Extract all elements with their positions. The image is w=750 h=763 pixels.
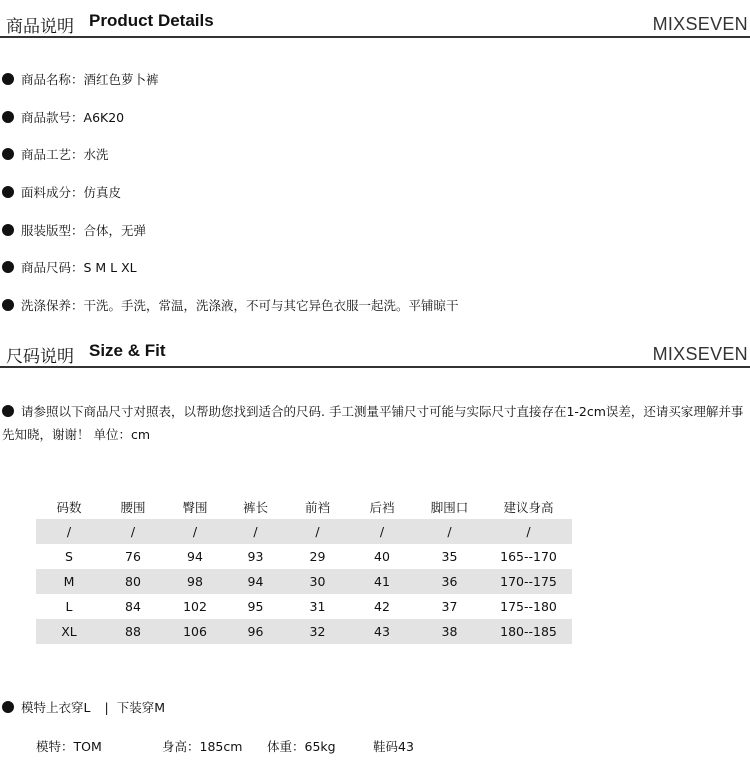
table-cell: 37 (441, 599, 458, 614)
table-header-cell: 后裆 (369, 499, 395, 515)
table-cell: 42 (374, 599, 390, 614)
detail-value: 干洗。手洗，常温，洗涤液，不可与其它异色衣服一起洗。平铺晾干 (83, 298, 459, 313)
product-details-header (0, 0, 750, 38)
model-fit-line (2, 698, 165, 716)
table-cell: 40 (374, 549, 390, 564)
model-bottom-size: 下装穿M (116, 700, 165, 715)
table-header-cell: 臀围 (182, 499, 208, 515)
brand-logo: MIXSEVEN (652, 344, 748, 364)
detail-item-sizes (2, 258, 137, 278)
detail-label: 商品工艺： (21, 147, 84, 162)
table-header-cell: 腰围 (120, 499, 146, 515)
size-fit-title-cn: 尺码说明 (6, 347, 74, 367)
size-table (36, 494, 572, 644)
bullet-icon (2, 261, 14, 273)
table-header-cell: 建议身高 (503, 499, 554, 515)
detail-value: S M L XL (83, 260, 137, 275)
table-cell: M (36, 569, 102, 594)
table-cell: 29 (309, 549, 326, 564)
table-header-cell: 裤长 (242, 499, 268, 515)
table-cell: S (65, 549, 73, 564)
table-cell: 43 (350, 619, 414, 644)
detail-value: 仿真皮 (83, 185, 122, 200)
table-cell: 32 (285, 619, 350, 644)
table-cell: 94 (187, 549, 203, 564)
size-note (2, 400, 748, 446)
model-top-size: 模特上衣穿L (21, 700, 91, 715)
bullet-icon (2, 148, 14, 160)
detail-label: 商品名称： (21, 72, 84, 87)
table-cell: 170--175 (485, 569, 572, 594)
table-row (36, 594, 572, 619)
table-cell: 165--170 (500, 549, 557, 564)
table-cell: / (350, 519, 414, 544)
detail-value: A6K20 (83, 110, 125, 125)
table-cell: 41 (350, 569, 414, 594)
brand-logo: MIXSEVEN (652, 14, 748, 34)
detail-item-fabric (2, 183, 121, 203)
detail-label: 面料成分： (21, 185, 84, 200)
table-cell: / (414, 519, 485, 544)
table-cell: 96 (226, 619, 285, 644)
table-cell: / (226, 519, 285, 544)
table-cell: 95 (247, 599, 264, 614)
model-shoe-size: 鞋码43 (373, 739, 414, 754)
bullet-icon (2, 405, 14, 417)
table-cell: 94 (226, 569, 285, 594)
size-note-text: 请参照以下商品尺寸对照表，以帮助您找到适合的尺码. 手工测量平铺尺寸可能与实际尺寸直接存在1-2cm误差，还请买家理解并事先知晓，谢谢！ 单位：cm (2, 404, 744, 442)
size-fit-title-en: Size & Fit (89, 341, 166, 360)
table-row (36, 544, 572, 569)
detail-item-care (2, 296, 459, 316)
detail-label: 洗涤保养： (21, 298, 84, 313)
divider: | (104, 700, 109, 715)
bullet-icon (2, 299, 14, 311)
table-cell: / (164, 519, 226, 544)
table-cell: L (65, 599, 73, 614)
table-cell: 31 (309, 599, 326, 614)
table-cell: 88 (102, 619, 164, 644)
table-cell: 106 (164, 619, 226, 644)
detail-item-name (2, 70, 159, 90)
bullet-icon (2, 224, 14, 236)
detail-label: 服装版型： (21, 223, 84, 238)
model-height: 身高：185cm (162, 739, 243, 754)
table-row (36, 619, 572, 644)
model-weight: 体重：65kg (267, 739, 336, 754)
detail-label: 商品尺码： (21, 260, 84, 275)
table-cell: 102 (183, 599, 207, 614)
table-cell: 76 (125, 549, 141, 564)
detail-value: 水洗 (83, 147, 109, 162)
table-cell: / (102, 519, 164, 544)
table-cell: 93 (247, 549, 264, 564)
table-cell: 98 (164, 569, 226, 594)
table-cell: XL (36, 619, 102, 644)
detail-item-fit (2, 221, 146, 241)
table-header-row (36, 494, 572, 519)
table-cell: 38 (414, 619, 485, 644)
table-row (36, 519, 572, 544)
bullet-icon (2, 111, 14, 123)
detail-value: 合体，无弹 (83, 223, 147, 238)
table-cell: / (485, 519, 572, 544)
table-header-cell: 码数 (56, 499, 82, 515)
product-details-title-cn: 商品说明 (6, 17, 74, 37)
bullet-icon (2, 701, 14, 713)
table-cell: 30 (285, 569, 350, 594)
table-cell: 35 (441, 549, 458, 564)
table-cell: 175--180 (500, 599, 557, 614)
bullet-icon (2, 73, 14, 85)
size-fit-header (0, 330, 750, 368)
model-name: 模特：TOM (36, 739, 102, 754)
table-cell: 180--185 (485, 619, 572, 644)
table-cell: 84 (125, 599, 141, 614)
table-header-cell: 前裆 (304, 499, 330, 515)
detail-item-process (2, 145, 109, 165)
detail-label: 商品款号： (21, 110, 84, 125)
table-cell: / (36, 519, 102, 544)
table-row (36, 569, 572, 594)
table-cell: 36 (414, 569, 485, 594)
detail-value: 酒红色萝卜裤 (83, 72, 159, 87)
bullet-icon (2, 186, 14, 198)
product-details-title-en: Product Details (89, 11, 214, 30)
table-header-cell: 脚围口 (430, 499, 469, 515)
table-cell: / (285, 519, 350, 544)
table-cell: 80 (102, 569, 164, 594)
detail-item-code (2, 108, 124, 128)
